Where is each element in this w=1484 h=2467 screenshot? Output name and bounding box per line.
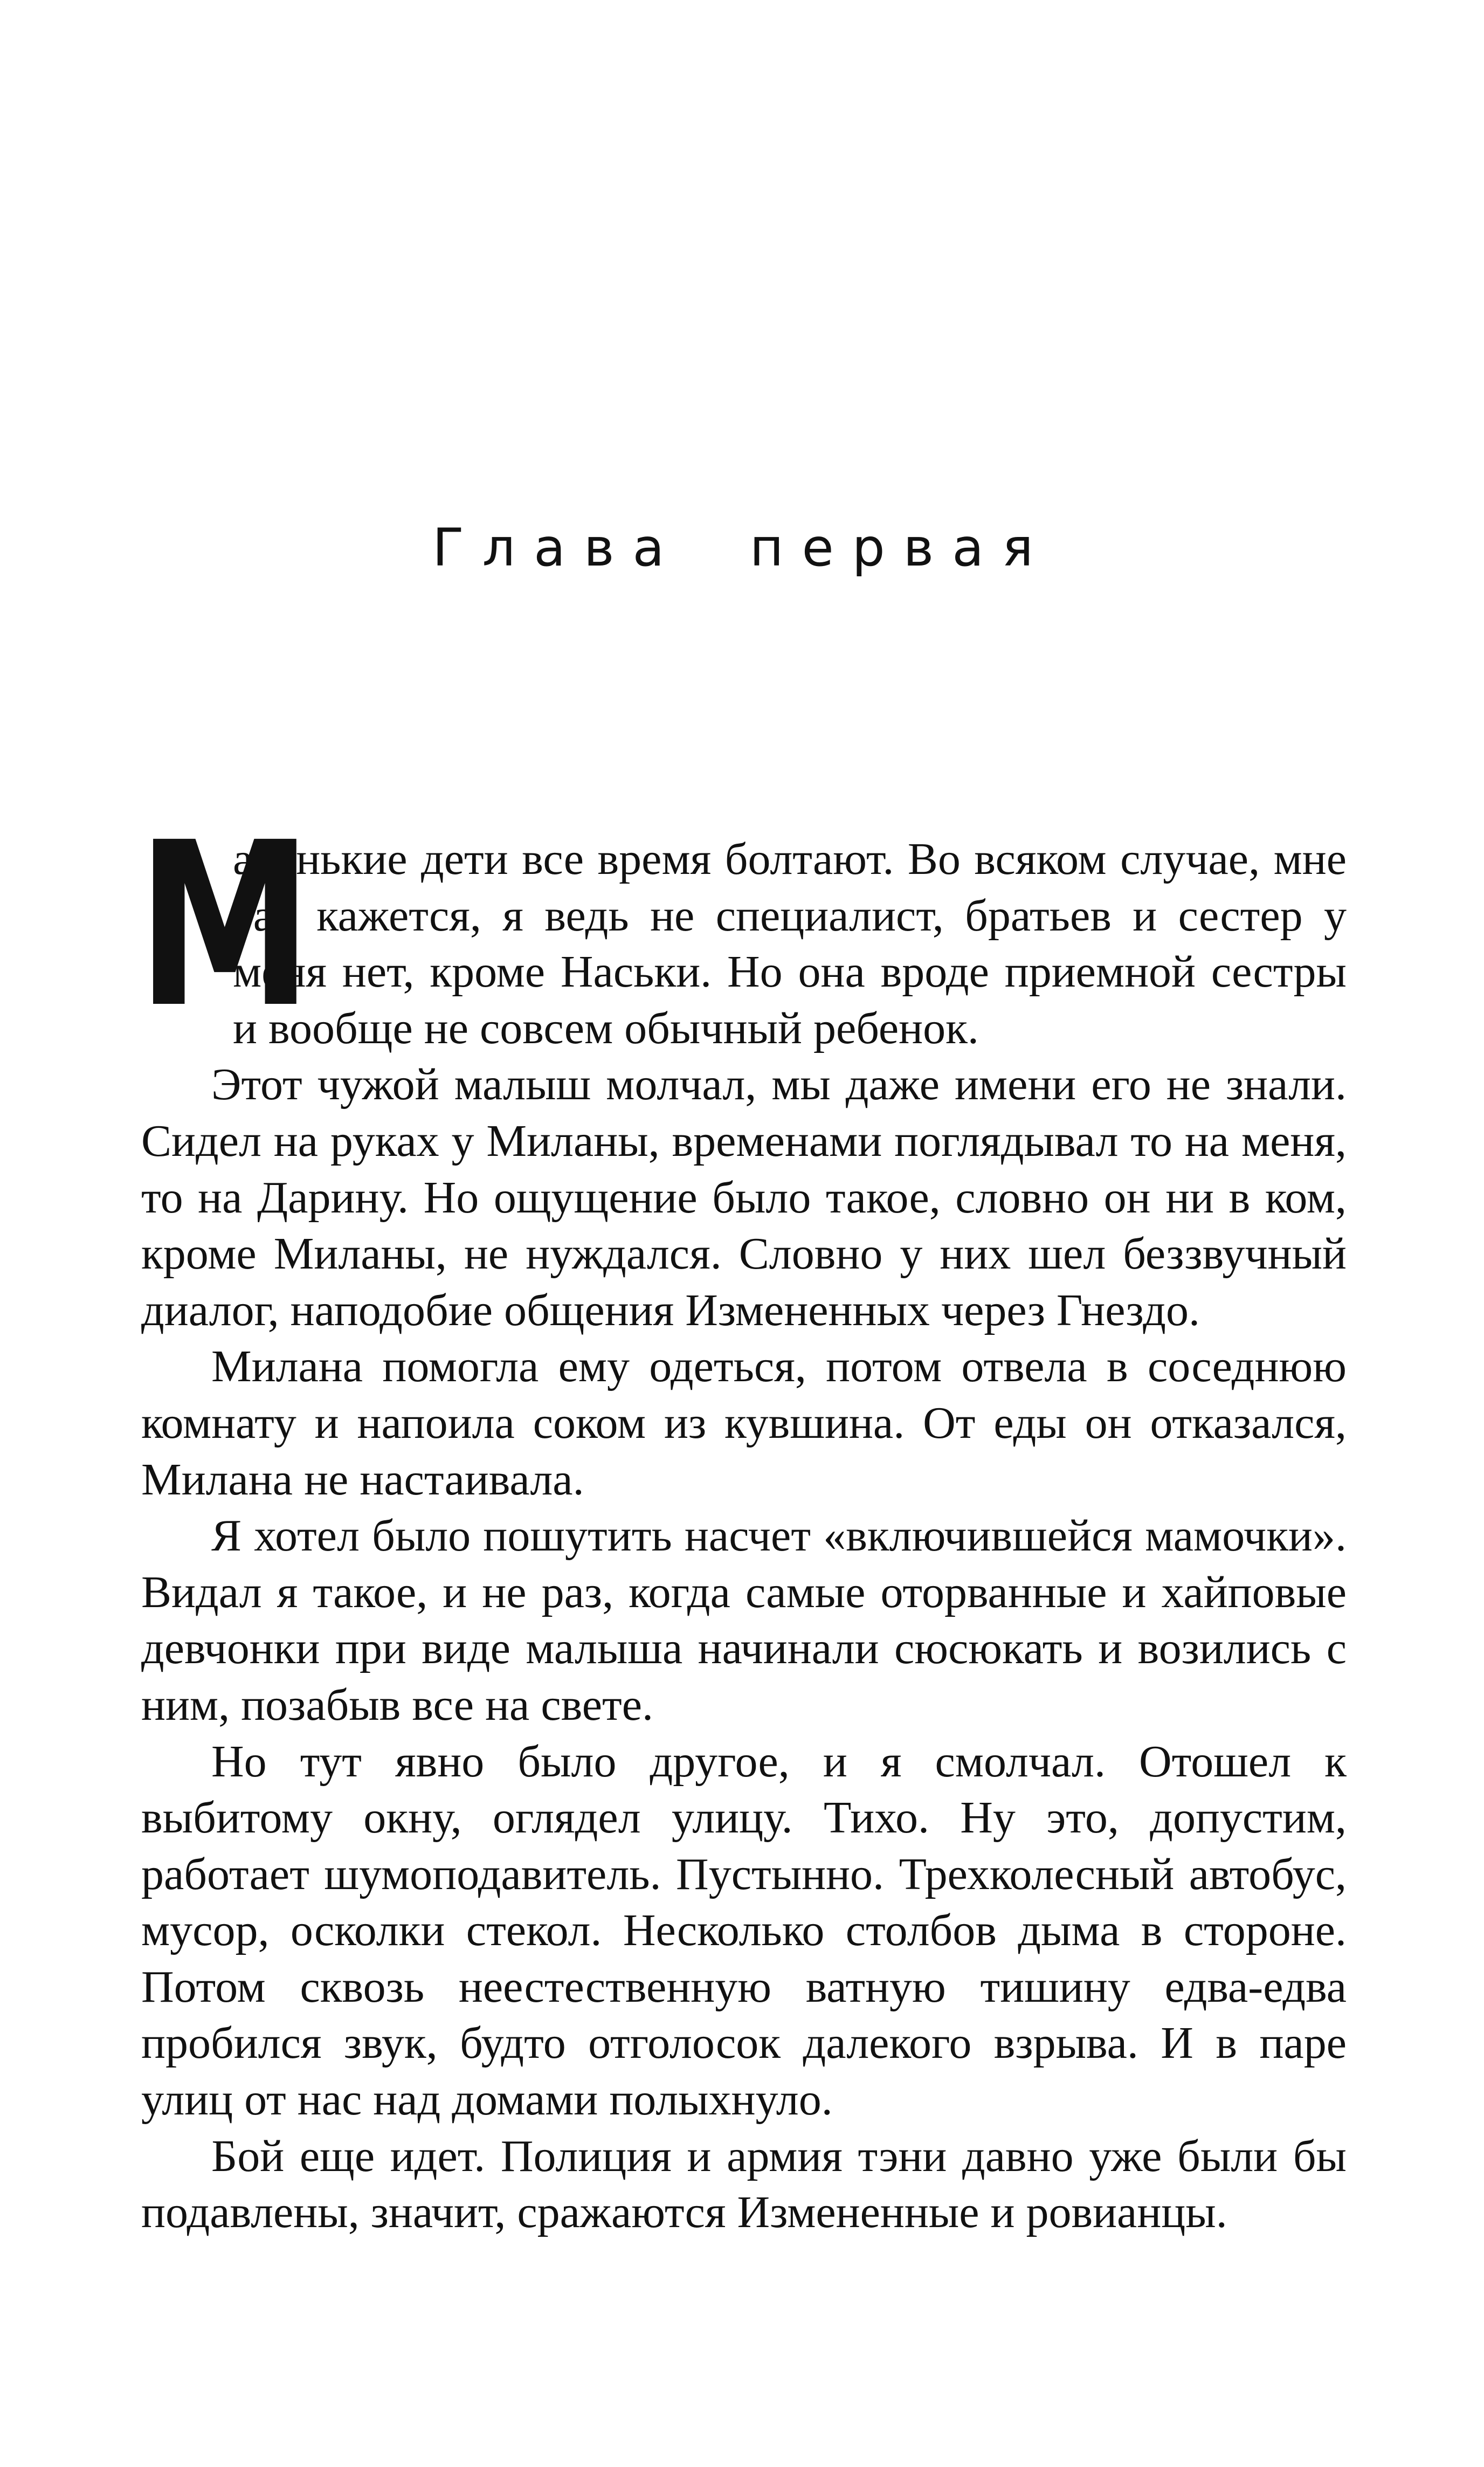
body-text (137, 794, 1347, 2241)
paragraph-3: Милана помогла ему одеться, потом отвела в соседнюю комнату и напоила соком из кувшина. От еды он отказался, Милана не настаивала. (141, 1341, 1347, 1505)
paragraph-1 (137, 794, 1347, 1058)
paragraph-2: Этот чужой малыш молчал, мы даже имени его не знали. Сидел на руках у Миланы, временами поглядывал то на меня, то на Дарину. Но ощущение было такое, словно он ни в ком, кроме Миланы, не нуждался. Словно у них шел беззвучный диалог, наподобие общения Измененных через Гнездо. (141, 1059, 1347, 1335)
chapter-title: Глава первая (432, 518, 1052, 578)
paragraph-4: Я хотел было пошутить насчет «включившейся мамочки». Видал я такое, и не раз, когда самые оторванные и хайповые девчонки при виде малыша начинали сюсюкать и возились с ним, позабыв все на свете. (141, 1511, 1347, 1730)
paragraph-6: Бой еще идет. Полиция и армия тэни давно уже были бы подавлены, значит, сражаются Измененные и ровианцы. (141, 2131, 1347, 2238)
drop-cap-box (137, 794, 313, 1058)
paragraph-5: Но тут явно было другое, и я смолчал. Отошел к выбитому окну, оглядел улицу. Тихо. Ну это, допустим, работает шумоподавитель. Пустынно. Трехколесный автобус, мусор, осколки стекол. Несколько столбов дыма в стороне. Потом сквозь неестественную ватную тишину едва-едва пробился звук, будто отголосок далекого взрыва. И в паре улиц от нас над домами полыхнуло. (141, 1736, 1347, 2125)
paragraph-1-text: аленькие дети все время болтают. Во всяком случае, мне так кажется, я ведь не специалист, братьев и сестер у меня нет, кроме Наськи. Но она вроде приемной сестры и вообще не совсем обычный ребенок. (233, 834, 1347, 1053)
drop-cap: М (137, 794, 313, 1058)
